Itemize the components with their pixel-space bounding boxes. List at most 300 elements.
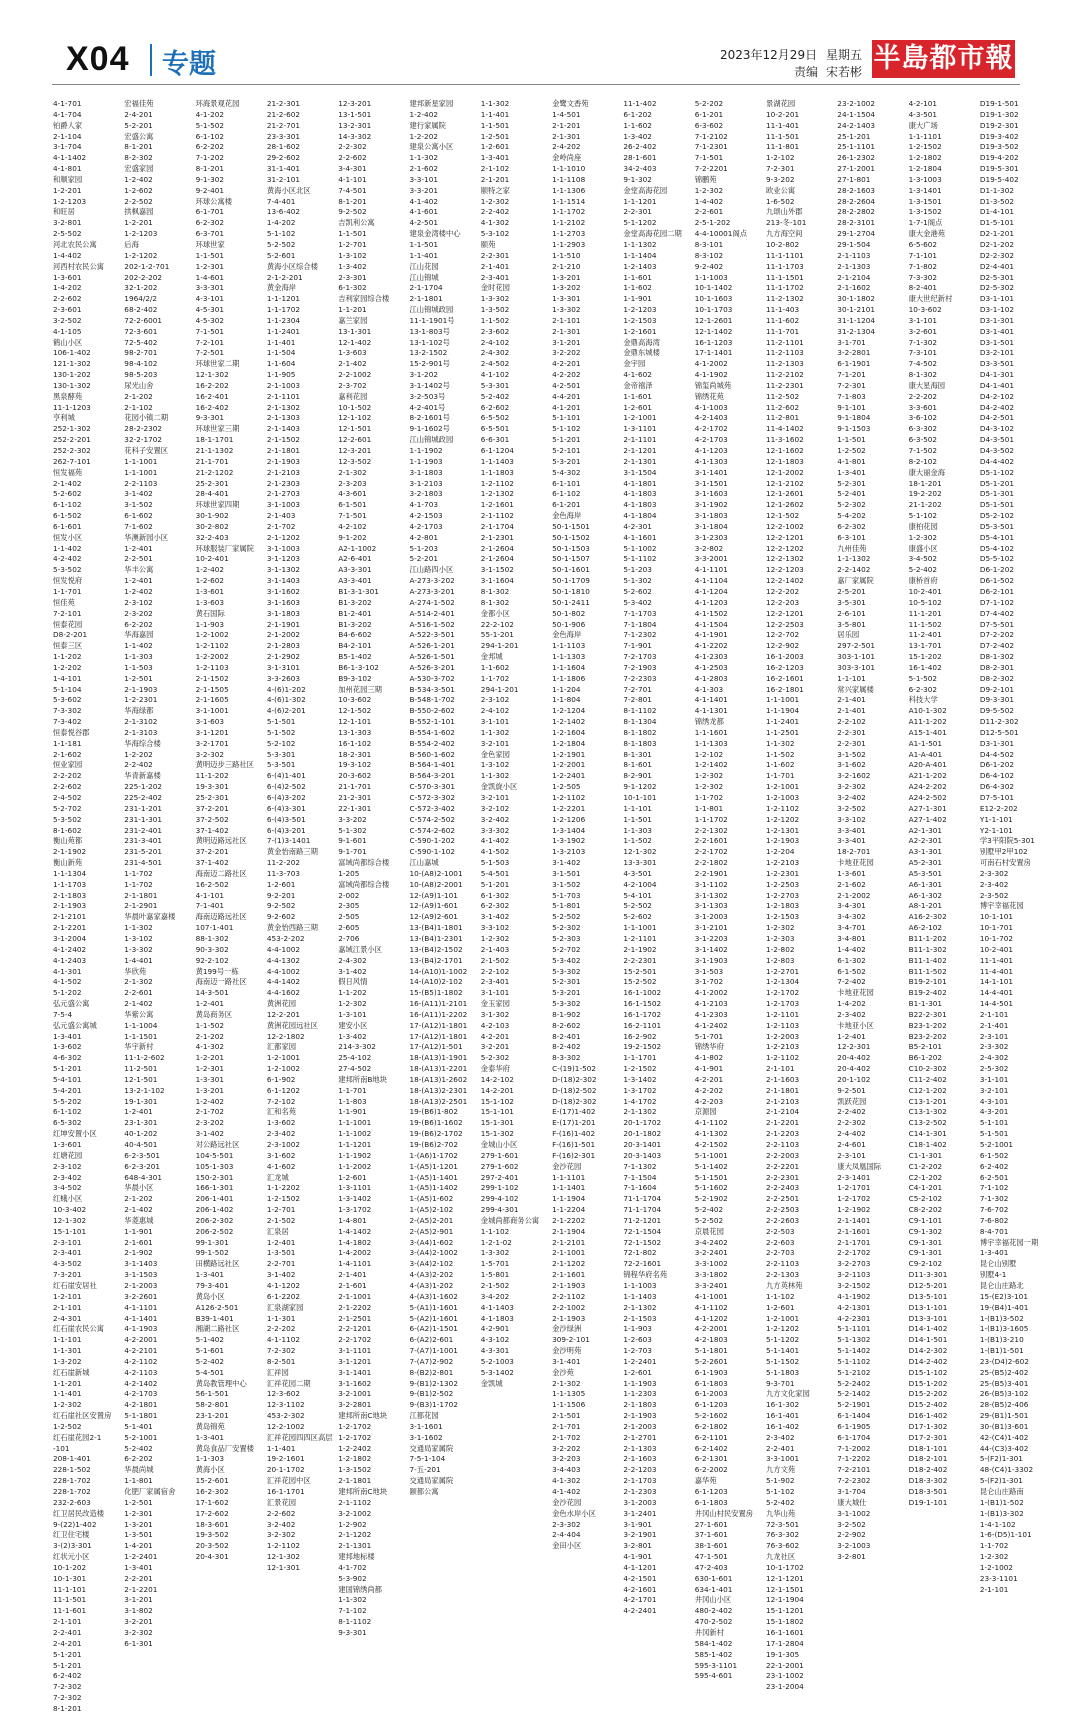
listing-entry: 5-2-303: [552, 933, 581, 943]
listing-entry: 470-2-502: [694, 1617, 733, 1627]
listing-entry: 1-2-1301: [766, 825, 800, 835]
listing-entry: 金帝禧泽: [623, 380, 653, 390]
listing-entry: 3-1-1601: [409, 1421, 443, 1431]
listing-entry: 130-1-202: [53, 370, 91, 380]
listing-entry: 1-1-1401: [552, 1183, 586, 1193]
listing-entry: 1-1-701: [53, 586, 82, 596]
listing-entry: 16-2-502: [195, 879, 229, 889]
listing-entry: 1-4-2002: [338, 1248, 372, 1258]
listing-entry: D6-2-101: [979, 586, 1014, 596]
listing-entry: 98-4-102: [124, 359, 158, 369]
listing-entry: 4-1-303: [694, 684, 724, 694]
listing-entry: 5-2-302: [480, 1053, 510, 1063]
listing-entry: 7-2-101: [53, 608, 82, 618]
listing-entry: 4-1-2002: [694, 359, 728, 369]
listing-entry: A1-A-401: [908, 749, 943, 759]
listing-entry: 恒发小区: [53, 532, 83, 542]
listing-entry: 颐苑: [480, 239, 496, 249]
listing-entry: 20-4-402: [837, 1064, 871, 1074]
listing-entry: 华晨叶嘉家嘉楼: [124, 912, 176, 922]
listing-entry: 12-1-502: [338, 706, 372, 716]
issue-weekday: 星期五: [826, 48, 863, 62]
listing-entry: 14-2-102: [480, 1074, 514, 1084]
listing-entry: 建邦所南C地块: [338, 1411, 388, 1421]
listing-entry: 28-4-401: [195, 489, 229, 499]
listing-entry: 3-3-601: [908, 402, 938, 412]
listing-entry: A15-1-401: [908, 727, 947, 737]
listing-entry: 2-1-2803: [266, 641, 301, 651]
listing-entry: 231-1-201: [124, 803, 163, 813]
listing-entry: 5-4-501: [195, 1367, 225, 1377]
listing-entry: D2-1-202: [979, 239, 1014, 249]
listing-entry: B-550-2-602: [409, 706, 455, 716]
listing-entry: 红石崖花园2-1: [53, 1432, 102, 1442]
listing-entry: D4-4-402: [979, 456, 1014, 466]
listing-entry: 交通局家属院: [409, 1443, 454, 1453]
listing-entry: 15-1-301: [480, 1118, 514, 1128]
listing-entry: 11-1-601: [53, 1606, 87, 1616]
listing-entry: 1-1-301: [266, 1313, 296, 1323]
listing-entry: 恒业家园: [53, 760, 83, 770]
listing-entry: 40-4-501: [124, 1140, 158, 1149]
listing-entry: 6-1-201: [694, 109, 724, 119]
listing-entry: 1-2-1003: [766, 793, 800, 802]
listing-entry: D19-1-101: [908, 1497, 948, 1507]
listing-entry: 17-2-602: [195, 1508, 229, 1518]
listing-entry: 9-2-201: [266, 890, 296, 900]
listing-entry: 13-2-1502: [409, 348, 448, 358]
listing-entry: 2-4-201: [124, 109, 153, 119]
listing-entry: 6-1-1203: [694, 1400, 728, 1410]
listing-entry: 田横路远社区: [195, 1259, 240, 1269]
listing-entry: 1-(B1)3-1605: [979, 1324, 1029, 1334]
listing-entry: 1-4-401: [124, 955, 153, 965]
listing-entry: 5-1-1102: [623, 554, 657, 564]
listing-entry: 2-(A5)2-201: [409, 1215, 454, 1225]
listing-entry: 18-3-601: [195, 1519, 229, 1529]
listing-entry: 12-3-201: [338, 446, 372, 455]
listing-entry: 15-2-501: [623, 966, 657, 976]
listing-entry: B-560-1-602: [409, 749, 455, 759]
listing-entry: 江山锦城政园: [409, 435, 454, 445]
listing-entry: 2-1-1101: [623, 435, 657, 445]
listing-entry: 金凯旋小区: [480, 782, 518, 792]
listing-entry: 金堂高海花园: [623, 185, 668, 195]
listing-entry: 3-5-801: [837, 619, 866, 629]
listing-entry: 4-1-402: [552, 1487, 581, 1496]
listing-entry: B-564-3-201: [409, 771, 455, 781]
listing-entry: 3-4-302: [837, 912, 866, 922]
listing-entry: 1-2-601: [766, 1302, 795, 1312]
listing-entry: 对公路远社区: [195, 1140, 240, 1149]
listing-entry: 17-1-1401: [694, 348, 733, 358]
listing-entry: 12-1-302: [195, 370, 229, 380]
listing-entry: 6-2-1402: [694, 1443, 728, 1453]
listing-entry: 44-(C3)3-402: [979, 1443, 1029, 1453]
listing-entry: 2-1-1601: [552, 1270, 586, 1280]
listing-entry: 6-1-301: [124, 1638, 153, 1648]
listing-entry: 江山嘉城: [409, 858, 439, 868]
listing-entry: 2-1-2902: [266, 652, 301, 662]
listing-entry: 5-2-702: [552, 944, 581, 954]
listing-entry: 5-1-502: [266, 727, 296, 737]
listing-entry: 6-1-302: [837, 955, 866, 965]
listing-entry: 1-1-1903: [409, 456, 443, 466]
listing-entry: A-530-3-702: [409, 673, 455, 683]
listing-entry: F-(16)2-301: [552, 1150, 596, 1160]
listing-entry: A2-6-401: [338, 554, 372, 564]
listing-entry: 1-1-601: [623, 391, 652, 401]
listing-entry: 47-1-501: [694, 1552, 728, 1562]
listing-entry: 京源园: [694, 1107, 717, 1117]
listing-entry: C18-1-402: [908, 1140, 947, 1149]
listing-entry: 7-4-501: [338, 185, 367, 195]
listing-entry: 10-1-1703: [694, 305, 733, 315]
listing-entry: 16-(A11)1-2101: [409, 999, 468, 1009]
listing-entry: 11-4-1402: [766, 424, 804, 434]
listing-entry: 1-(A5)1-602: [409, 1194, 454, 1204]
listing-entry: 1-1-302: [124, 923, 153, 933]
listing-entry: 12-1-1501: [766, 1584, 804, 1594]
listing-entry: 1-2-902: [338, 1519, 367, 1529]
listing-entry: 1-2-302: [694, 782, 724, 792]
listing-entry: 嘉华苑: [694, 1476, 717, 1486]
listing-entry: 3-1-1604: [480, 576, 514, 586]
listing-entry: 2-2-502: [124, 196, 153, 206]
listing-entry: 2-2-2201: [766, 1161, 800, 1171]
listing-entry: 3-2-1502: [837, 1280, 871, 1290]
listing-entry: 15-2-601: [195, 1476, 229, 1486]
listing-entry: 50-1-1503: [552, 543, 590, 553]
listing-entry: 1-2-501: [480, 131, 510, 141]
listing-entry: E12-2-202: [979, 803, 1018, 813]
listing-entry: 康大丽金海: [908, 467, 946, 477]
listing-entry: D4-2-402: [979, 402, 1014, 412]
listing-entry: 30-(B1)3-601: [979, 1421, 1029, 1431]
listing-entry: 1-1-2703: [552, 229, 586, 239]
listing-entry: D3-1-102: [979, 305, 1014, 315]
listing-entry: 23-1-1002: [766, 1671, 804, 1681]
listing-entry: 4-2-1701: [623, 1595, 657, 1605]
listing-entry: 16-1-302: [766, 1400, 800, 1410]
listing-entry: 2-1-401: [338, 1270, 367, 1280]
listing-entry: 4-3-502: [53, 1259, 82, 1269]
listing-entry: 恒发福苑: [53, 467, 83, 477]
listing-entry: 130-1-302: [53, 380, 91, 390]
listing-entry: 4-2-103: [480, 1020, 510, 1030]
listing-entry: 3-3-102: [480, 923, 510, 933]
listing-entry: 19-2-1601: [266, 1454, 305, 1464]
listing-entry: D19-3-402: [979, 131, 1019, 141]
listing-entry: 50-1-1502: [552, 532, 590, 542]
listing-entry: 3-1-2203: [694, 933, 728, 943]
listing-entry: 科技大学: [908, 695, 938, 705]
listing-entry: 4-1-1303: [694, 456, 728, 466]
listing-entry: 6-2-302: [908, 684, 938, 694]
listing-entry: 6-1-902: [266, 1074, 296, 1084]
listing-entry: 2-1-1301: [338, 1541, 372, 1551]
listing-entry: 建邦所南C地块: [338, 1487, 388, 1496]
listing-entry: 弘元盛公寓: [53, 999, 90, 1009]
listing-entry: 1-1-1903: [623, 1378, 657, 1388]
listing-entry: 加州花园三期: [338, 684, 382, 694]
listing-entry: 3-2-101: [480, 738, 510, 748]
listing-entry: 3-1-1504: [623, 467, 657, 477]
listing-entry: 3-4-801: [837, 933, 866, 943]
listing-entry: 5-2-502: [552, 912, 581, 922]
listing-entry: 4-1-2403: [53, 955, 87, 965]
listing-entry: 8-2-402: [552, 1042, 581, 1052]
listing-entry: 294-1-201: [480, 641, 519, 651]
listing-entry: 1-3-202: [53, 1356, 82, 1366]
listing-entry: 恒泰悦谷郡: [53, 727, 90, 737]
listing-entry: 1-1-204: [552, 684, 581, 694]
listing-entry: 2-1-1102: [338, 1497, 372, 1507]
listing-entry: 4-2-203: [694, 1096, 724, 1106]
listing-entry: 15-1-102: [480, 1096, 514, 1106]
listing-entry: 黄岛教管理中心: [195, 1378, 247, 1388]
listing-entry: 1-3-1402: [623, 1074, 657, 1084]
listing-entry: 1-1-502: [480, 315, 510, 325]
listing-entry: 2-1-702: [195, 1107, 225, 1117]
listing-entry: 6-3-701: [195, 229, 225, 239]
listing-entry: 12-1-1803: [766, 456, 804, 466]
listing-entry: 30-1-902: [195, 511, 229, 521]
listing-entry: 2-4-502: [53, 793, 82, 802]
listing-entry: D5-1-102: [979, 467, 1014, 477]
listing-entry: 5-1-1101: [837, 1324, 871, 1334]
listing-entry: C1-1-301: [908, 1150, 943, 1160]
listing-entry: D5-1-201: [979, 478, 1014, 488]
listing-entry: 3-1-1402号: [409, 380, 450, 390]
listing-entry: 2-2-701: [266, 1259, 296, 1269]
listing-entry: 1-3-601: [837, 868, 866, 878]
listing-entry: 九方文苑: [766, 1465, 796, 1475]
listing-entry: 25-2-301: [195, 793, 229, 802]
listing-entry: 3-2-2703: [837, 1259, 871, 1269]
listing-entry: 3-3-2401: [694, 1280, 728, 1290]
listing-entry: 5-3-201: [552, 988, 581, 998]
listing-entry: 11-2-801: [766, 413, 800, 423]
listing-entry: 1-1-1001: [766, 695, 800, 705]
listing-entry: 5-1-902: [766, 1476, 795, 1486]
listing-entry: 166-1-301: [195, 1183, 234, 1193]
listing-entry: 4-2-102: [338, 521, 367, 531]
listing-entry: 4-1-1301: [694, 706, 728, 716]
listing-entry: 50-1-906: [552, 619, 586, 629]
listing-entry: D9-5-502: [979, 706, 1014, 716]
listing-entry: 1-2-1203: [623, 305, 657, 315]
listing-entry: 1-1-303: [195, 1454, 225, 1464]
listing-entry: D-(18)2-302: [552, 1074, 597, 1084]
listing-entry: 5-4-101: [623, 890, 652, 900]
listing-entry: 4-4-201: [552, 391, 581, 401]
listing-entry: 5-1-1001: [694, 1150, 728, 1160]
listing-entry: 3-2-202: [552, 348, 581, 358]
listing-entry: 4-1-1401: [124, 1313, 158, 1323]
listing-entry: 1-1-702: [694, 793, 724, 802]
listing-entry: 2-3-502: [979, 890, 1009, 900]
listing-entry: 4-1-1803: [623, 489, 657, 499]
listing-entry: 1-2-1-02: [480, 1237, 512, 1247]
listing-entry: 12-2-203: [766, 597, 800, 607]
listing-entry: 6-1-102: [195, 131, 225, 141]
listing-entry: 299-4-301: [480, 1205, 519, 1215]
listing-entry: 嘉域江景小区: [338, 944, 382, 954]
listing-entry: 12-1-302: [53, 1215, 87, 1225]
listing-entry: 3-2-402: [837, 793, 866, 802]
listing-entry: 4-1-1203: [694, 597, 728, 607]
listing-entry: 6-1-701: [195, 207, 225, 217]
listing-entry: 4-2-801: [409, 532, 438, 542]
listing-entry: 5-2-602: [623, 912, 652, 922]
listing-entry: D4-1-401: [979, 380, 1014, 390]
listing-entry: 4-1-2202: [694, 641, 728, 651]
listing-entry: 1-1-402: [53, 543, 82, 553]
listing-entry: 九州佳苑: [837, 543, 867, 553]
listing-entry: 4-3-601: [338, 489, 367, 499]
listing-entry: 4-2-1402: [124, 1378, 158, 1388]
listing-entry: 72-2-6001: [124, 315, 163, 325]
listing-entry: 4-3-101: [195, 294, 225, 304]
listing-entry: 20-3-1403: [623, 1150, 662, 1160]
listing-entry: 5-1-1801: [124, 1411, 158, 1421]
listing-entry: 1-3-402: [338, 261, 367, 271]
listing-entry: 7-5-4: [53, 1009, 73, 1019]
listing-entry: 8-1-1102: [623, 706, 657, 716]
listing-entry: 1-2-2401: [124, 1552, 158, 1562]
listing-entry: 303-1-101: [837, 652, 876, 662]
listing-entry: 13-2-1-102: [124, 1085, 165, 1095]
listing-entry: 6-2-1802: [694, 1421, 728, 1431]
listing-entry: 锦鹏苑: [694, 174, 717, 184]
listing-entry: 4-1-901: [623, 1552, 652, 1562]
listing-entry: 1-1-2401: [766, 717, 800, 727]
listing-entry: 5-1-102: [266, 229, 296, 239]
listing-entry: 1-1-1004: [124, 1020, 158, 1030]
listing-entry: C-(19)1-502: [552, 1064, 597, 1074]
listing-entry: 1-2-1001: [266, 1053, 301, 1063]
listing-entry: 5-2-201: [409, 554, 438, 564]
listing-entry: 2-1-202: [195, 1031, 225, 1041]
listing-entry: 1-2-1601: [623, 326, 657, 336]
listing-entry: 1-2-401: [266, 1237, 296, 1247]
listing-entry: 2-1-1602: [837, 283, 871, 293]
listing-entry: B1-2-401: [338, 608, 372, 618]
listing-entry: 1-1-903: [195, 619, 225, 629]
listing-entry: -101: [53, 1443, 70, 1453]
listing-entry: 1-1-202: [53, 652, 82, 662]
listing-entry: 3-1-402: [266, 1270, 296, 1280]
listing-entry: 4-1-802: [694, 1053, 724, 1063]
listing-entry: 1-2-2003: [766, 1031, 800, 1041]
listing-entry: 4-1-702: [338, 1562, 367, 1572]
listing-entry: 4-4-1302: [266, 955, 301, 965]
listing-entry: 1-1-1701: [623, 1053, 657, 1063]
listing-entry: 3-1-502: [124, 500, 153, 510]
listing-entry: 98-2-701: [124, 348, 158, 358]
listing-entry: 别墅甲2甲102: [979, 847, 1028, 857]
listing-entry: 4-1-301: [53, 966, 82, 976]
listing-entry: 23-3-301: [266, 131, 301, 141]
listing-entry: 3-1-901: [623, 1519, 652, 1529]
listing-entry: 56-1-501: [195, 1389, 229, 1399]
listing-entry: 16-2-1203: [766, 662, 804, 672]
listing-entry: 2-1-1301: [623, 456, 657, 466]
listing-entry: A8-1-201: [908, 901, 943, 911]
listing-entry: B-552-1-101: [409, 717, 455, 727]
listing-entry: 2-2-2501: [766, 1194, 800, 1204]
listing-entry: 11-1-701: [766, 326, 800, 336]
listing-entry: 1-2-301: [124, 1508, 153, 1518]
listing-entry: 1-2-301: [195, 261, 225, 271]
listing-entry: 13-2-301: [338, 120, 372, 130]
listing-entry: C9-2-102: [908, 1259, 943, 1269]
listing-entry: 井冈山小区: [694, 1595, 732, 1605]
listing-entry: 1-1-1305: [552, 1389, 586, 1399]
listing-entry: 13-1-501: [338, 109, 372, 119]
listing-entry: 1-1-401: [53, 1389, 82, 1399]
listing-entry: 3-(A4)1-602: [409, 1237, 454, 1247]
listing-entry: 4-2-1601: [623, 1584, 657, 1594]
listing-entry: 252-1-302: [53, 424, 91, 434]
listing-entry: 2-1-1202: [338, 1530, 372, 1540]
listing-entry: 6-2-302: [837, 521, 866, 531]
listing-entry: 1-3-101: [338, 1009, 367, 1019]
listing-entry: 30-2-802: [195, 521, 229, 531]
listing-entry: 76-3-602: [766, 1541, 800, 1551]
listing-entry: 3-1-702: [694, 977, 724, 987]
listing-entry: 595-3-1101: [694, 1660, 738, 1670]
listing-entry: D16-1-402: [908, 1411, 948, 1421]
listing-entry: 2-2-402: [837, 1107, 866, 1117]
listing-entry: 2-1-403: [480, 944, 510, 954]
listing-entry: 4-2-301: [623, 521, 652, 531]
listing-entry: D19-4-202: [979, 153, 1019, 163]
listing-entry: 20-3-602: [338, 771, 372, 781]
listing-entry: 1-4-1402: [338, 1226, 372, 1236]
listing-entry: 1-3-602: [266, 1118, 296, 1128]
listing-entry: 4-2-501: [409, 218, 438, 228]
listing-entry: 231-1-301: [124, 814, 163, 824]
listing-entry: 4-1-1102: [694, 1302, 728, 1312]
listing-entry: B39-1-401: [195, 1313, 234, 1323]
listing-entry: 50-1-1501: [552, 521, 590, 531]
listing-entry: 4-1-1504: [694, 619, 728, 629]
listing-entry: 江都花园: [409, 1411, 439, 1421]
listing-entry: 6-2-2002: [694, 1465, 728, 1475]
listing-entry: 1-3-301: [552, 294, 581, 304]
listing-entry: 6-1-101: [552, 478, 581, 488]
listing-entry: 2-1-1701: [837, 1237, 871, 1247]
listing-entry: 18-(A13)2-2501: [409, 1096, 468, 1106]
listing-entry: 3-1-802: [124, 1606, 153, 1616]
listing-entry: 2-1-502: [480, 955, 510, 965]
listing-entry: 5-2-402: [480, 391, 510, 401]
listing-entry: 2-1-1001: [338, 1291, 372, 1301]
listing-entry: 22-1-301: [338, 803, 372, 813]
listing-entry: 1-3-202: [552, 283, 581, 293]
listing-entry: 1-1-905: [266, 370, 296, 380]
listing-entry: 1-3-502: [480, 305, 510, 315]
listing-entry: 3-4-502: [908, 554, 938, 564]
listing-entry: 鹤山小区: [53, 337, 83, 347]
listing-entry: 4-2-101: [908, 99, 938, 108]
listing-entry: 锦绣龙都: [694, 717, 724, 727]
listing-entry: 12-2-902: [766, 641, 800, 651]
listing-entry: 假日风情: [338, 977, 368, 987]
listing-entry: 27-1-801: [837, 174, 871, 184]
